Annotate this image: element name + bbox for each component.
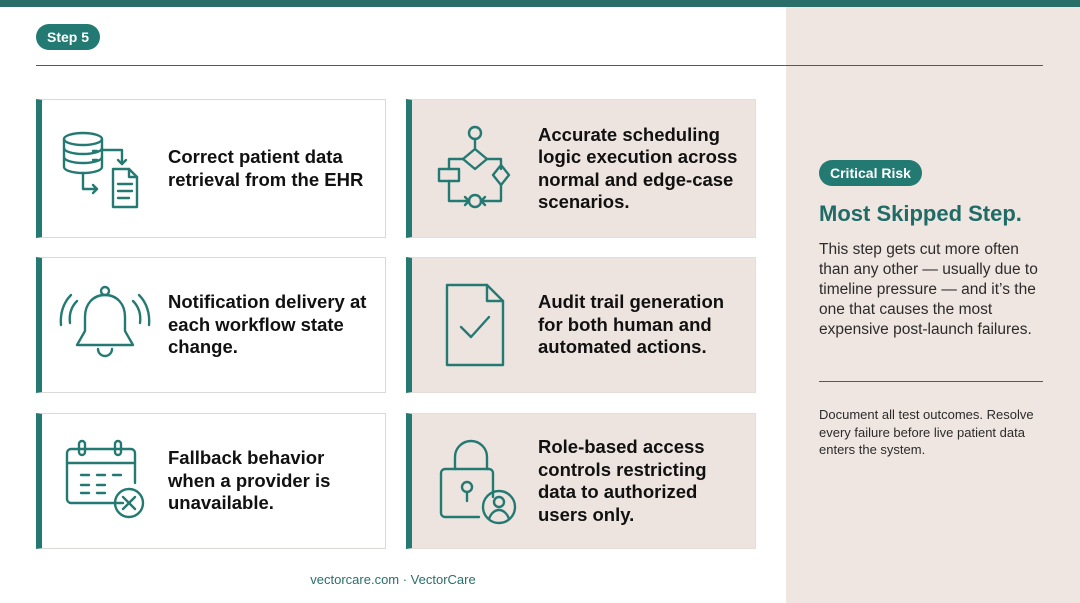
card-text: Correct patient data retrieval from the EHR [168,146,364,190]
top-accent-bar [0,0,1080,7]
sidebar-note: Document all test outcomes. Resolve every failure before live patient data enters the system. [819,407,1034,457]
checklist-card-scheduling [406,99,756,238]
card-text: Fallback behavior when a provider is unavailable. [168,447,331,514]
footer-text[interactable]: vectorcare.com · VectorCare [310,572,476,587]
checklist-card-ehr [36,99,386,238]
critical-risk-badge: Critical Risk [819,160,922,186]
calendar-cancel-icon [42,414,168,548]
checklist-card-audit [406,257,756,393]
header-divider [36,65,1043,66]
sidebar-title: Most Skipped Step. [819,201,1022,226]
sidebar-body: This step gets cut more often than any other — usually due to timeline pressure — and it’s the one that causes the most expensive post-launch failures. [819,241,1038,338]
database-to-document-icon [42,100,168,237]
card-text: Role-based access controls restricting data to authorized users only. [538,436,707,525]
bell-icon [42,258,168,392]
checklist-card-fallback [36,413,386,549]
flowchart-icon [412,100,538,237]
document-check-icon [412,258,538,392]
card-text: Accurate scheduling logic execution across normal and edge-case scenarios. [538,123,738,212]
sidebar-divider [819,381,1043,382]
step-badge: Step 5 [36,24,100,50]
card-text: Notification delivery at each workflow state change. [168,291,367,358]
lock-user-icon [412,414,538,548]
card-text: Audit trail generation for both human and automated actions. [538,291,725,358]
checklist-card-notification [36,257,386,393]
checklist-card-access [406,413,756,549]
